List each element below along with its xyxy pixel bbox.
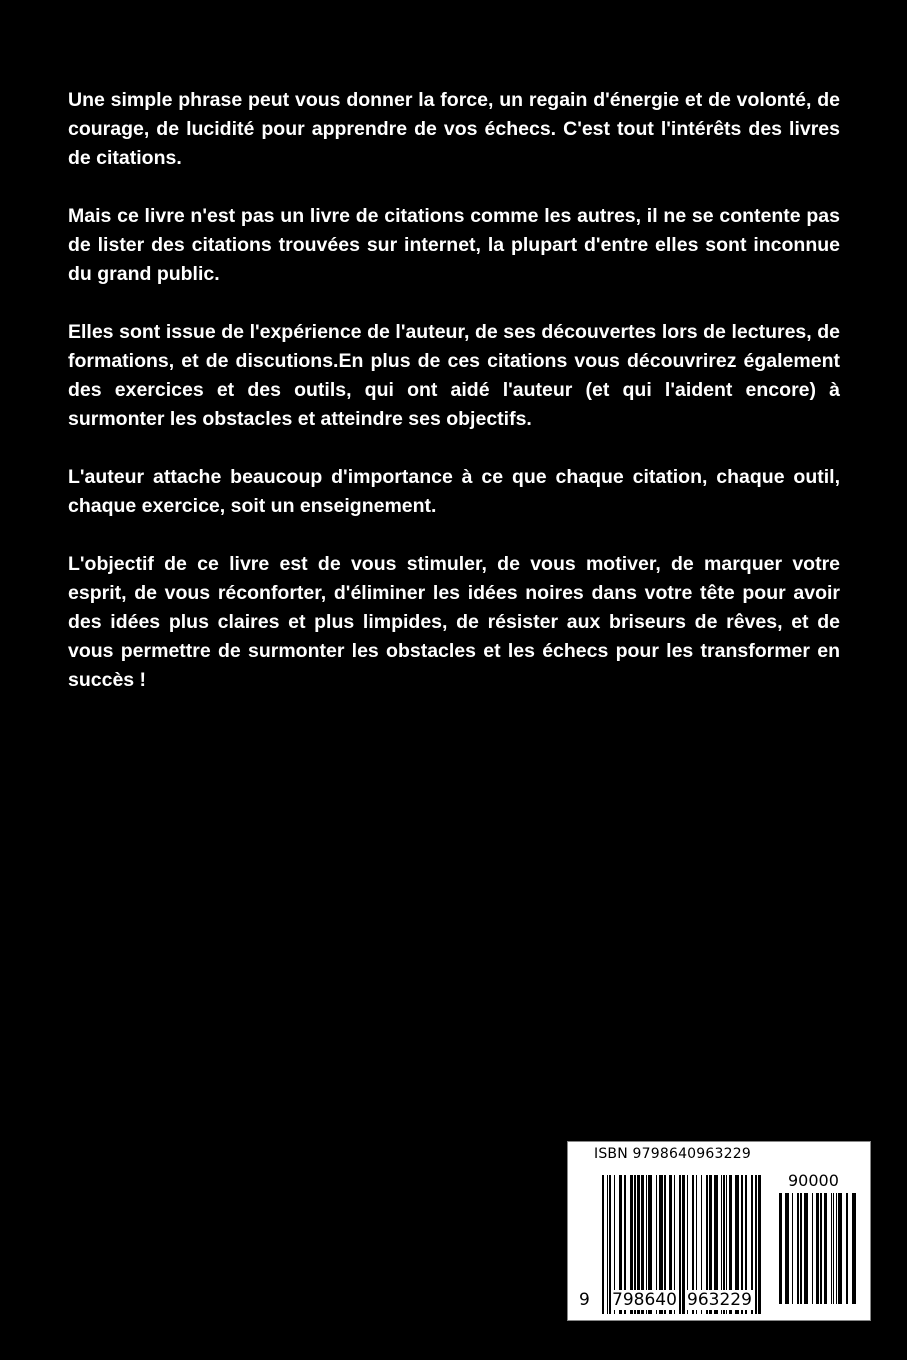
barcode-bar [846, 1193, 848, 1304]
barcode-bar [785, 1193, 789, 1304]
paragraph: Une simple phrase peut vous donner la force, un regain d'énergie et de volonté, de courage, de lucidité pour apprendre de vos échecs. C'est tout l'intérêts des livres de citations. [68, 89, 840, 169]
barcode-bar [758, 1175, 761, 1314]
barcode-bar [816, 1193, 819, 1304]
barcode-bar [797, 1193, 799, 1304]
price-addon: 90000 [788, 1171, 839, 1190]
barcode-digit-first: 9 [579, 1290, 590, 1310]
paragraph: L'auteur attache beaucoup d'importance à ce que chaque citation, chaque outil, chaque exercice, soit un enseignement. [68, 466, 840, 517]
barcode-bar [824, 1193, 827, 1304]
isbn-label: ISBN 9798640963229 [594, 1146, 751, 1162]
barcode-bar [602, 1175, 604, 1314]
back-cover-text [68, 86, 840, 724]
barcode-bar [779, 1193, 782, 1304]
isbn-barcode [567, 1141, 871, 1321]
barcode-bar [820, 1193, 822, 1304]
barcode-bar [812, 1193, 813, 1304]
barcode-bar [833, 1193, 834, 1304]
paragraph: Elles sont issue de l'expérience de l'auteur, de ses découvertes lors de lectures, de formations, et de discutions.En plus de ces citations vous découvrirez également des exercices et des outils, qui ont aidé l'auteur (et qui l'aident encore) à surmonter les obstacles et atteindre ses objectifs. [68, 321, 840, 430]
barcode-bar [852, 1193, 856, 1304]
barcode-bar [804, 1193, 808, 1304]
barcode-bar [836, 1193, 837, 1304]
barcode-digits-right: 963229 [687, 1290, 752, 1310]
barcode-bar [755, 1175, 757, 1314]
barcode-bar [792, 1193, 793, 1304]
paragraph: Mais ce livre n'est pas un livre de citations comme les autres, il ne se contente pas de lister des citations trouvées sur internet, la plupart d'entre elles sont inconnue du grand public. [68, 205, 840, 285]
barcode-bar [679, 1175, 681, 1314]
barcode-bar [831, 1193, 832, 1304]
barcode-bar [838, 1193, 842, 1304]
barcode-digits-left: 798640 [612, 1290, 677, 1310]
barcode-bar [682, 1175, 685, 1314]
barcode-bar [800, 1193, 802, 1304]
paragraph: L'objectif de ce livre est de vous stimuler, de vous motiver, de marquer votre esprit, de vous réconforter, d'éliminer les idées noires dans votre tête pour avoir des idées plus claires et plus limpides, de résister aux briseurs de rêves, et de vous permettre de surmonter les obstacles et les échecs pour les transformer en succès ! [68, 553, 840, 691]
barcode-bar [607, 1175, 608, 1314]
